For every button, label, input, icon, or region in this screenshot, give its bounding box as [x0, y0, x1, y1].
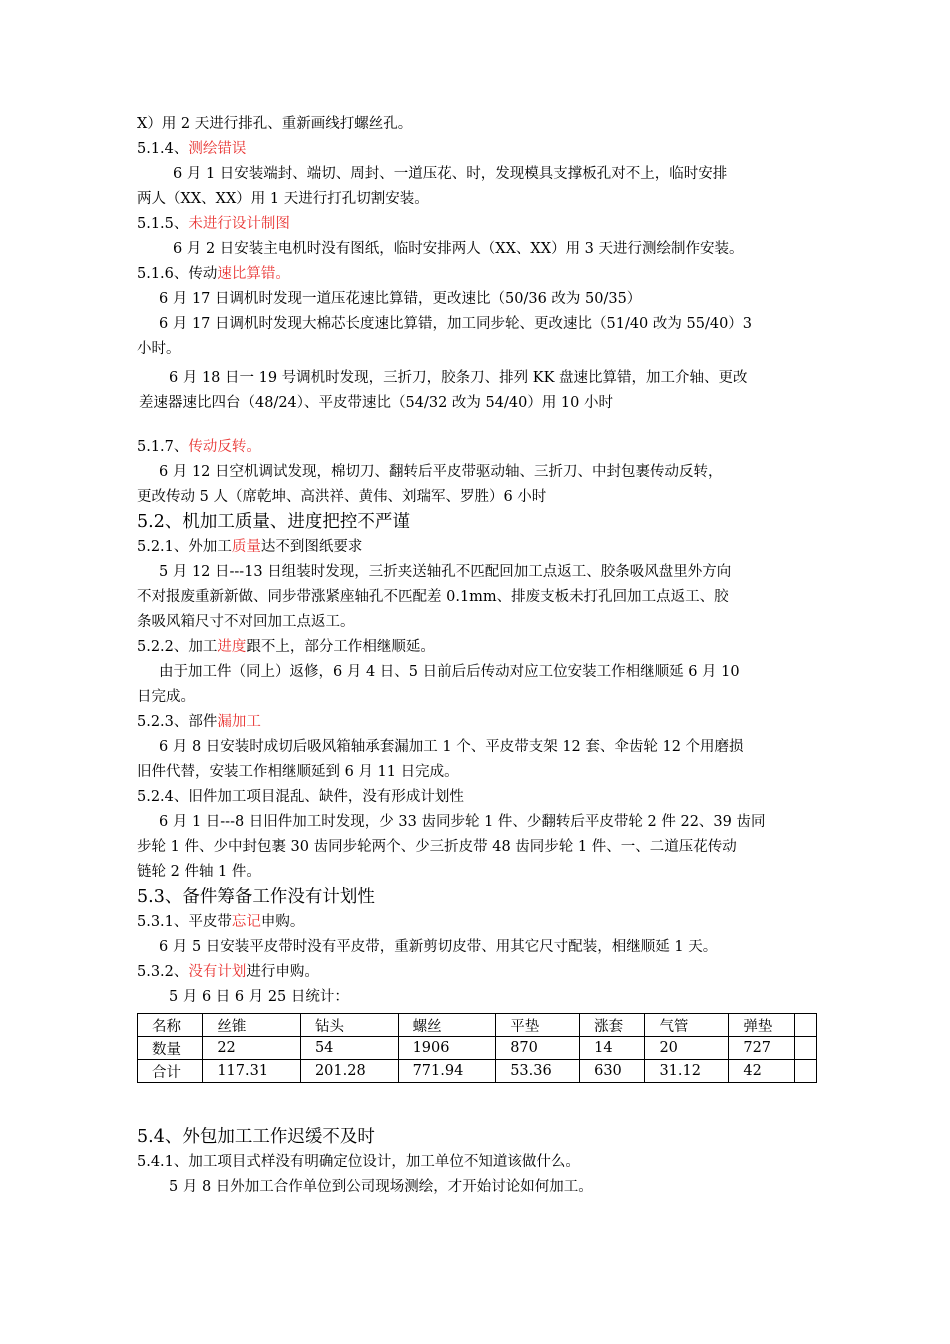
paragraph: 差速器速比四台（48/24）、平皮带速比（54/32 改为 54/40）用 10 小时	[139, 395, 613, 411]
table-cell: 20	[645, 1037, 729, 1060]
table-cell: 名称	[138, 1014, 203, 1037]
section-number: 5.2.1、外加工	[137, 539, 232, 555]
paragraph: 6 月 17 日调机时发现一道压花速比算错，更改速比（50/36 改为 50/35）	[159, 291, 642, 307]
paragraph: 6 月 8 日安装时成切后吸风箱轴承套漏加工 1 个、平皮带支架 12 套、伞齿轮 12 个用磨损	[159, 739, 744, 755]
highlighted-title: 进度	[217, 639, 247, 655]
paragraph: 6 月 2 日安装主电机时没有图纸，临时安排两人（XX、XX）用 3 天进行测绘制作安装。	[173, 241, 744, 257]
parts-statistics-table	[137, 1013, 817, 1083]
paragraph: 6 月 5 日安装平皮带时没有平皮带，重新剪切皮带、用其它尺寸配装，相继顺延 1 天。	[159, 939, 718, 955]
section-heading-5-2-4: 5.2.4、旧件加工项目混乱、缺件，没有形成计划性	[137, 789, 464, 805]
paragraph: 条吸风箱尺寸不对回加工点返工。	[137, 614, 355, 630]
heading-5-3: 5.3、备件筹备工作没有计划性	[137, 887, 375, 907]
table-cell	[794, 1060, 816, 1083]
section-number: 5.2.2、加工	[137, 639, 218, 655]
table-cell: 117.31	[203, 1060, 301, 1083]
highlighted-title: 漏加工	[217, 714, 261, 730]
paragraph: 5 月 12 日---13 日组装时发现，三折夹送轴孔不匹配回加工点返工、胶条吸风盘里外方向	[159, 564, 732, 580]
table-cell: 螺丝	[398, 1014, 496, 1037]
paragraph: 由于加工件（同上）返修，6 月 4 日、5 日前后后传动对应工位安装工作相继顺延 6 月 10	[159, 664, 740, 680]
section-heading-5-4-1: 5.4.1、加工项目式样没有明确定位设计，加工单位不知道该做什么。	[137, 1154, 580, 1170]
table-cell: 54	[300, 1037, 398, 1060]
section-heading-5-2-1	[137, 535, 827, 560]
section-heading-5-1-6	[137, 262, 827, 287]
highlighted-title: 质量	[231, 539, 261, 555]
table-cell: 630	[580, 1060, 645, 1083]
table-cell: 丝锥	[203, 1014, 301, 1037]
heading-5-4: 5.4、外包加工工作迟缓不及时	[137, 1127, 375, 1147]
table-cell: 22	[203, 1037, 301, 1060]
paragraph: 5 月 6 日 6 月 25 日统计：	[169, 989, 349, 1005]
table-cell: 201.28	[300, 1060, 398, 1083]
section-heading-5-1-7	[137, 435, 827, 460]
table-cell: 14	[580, 1037, 645, 1060]
paragraph: 日完成。	[137, 689, 195, 705]
table-cell: 53.36	[496, 1060, 580, 1083]
table-cell: 弹垫	[729, 1014, 794, 1037]
section-heading-5-2-2	[137, 635, 827, 660]
paragraph: 5 月 8 日外加工合作单位到公司现场测绘，才开始讨论如何加工。	[169, 1179, 593, 1195]
table-row	[138, 1037, 817, 1060]
section-number: 5.1.7、	[137, 439, 189, 455]
title-rest: 申购。	[260, 914, 305, 930]
highlighted-title: 忘记	[231, 914, 261, 930]
paragraph: 旧件代替，安装工作相继顺延到 6 月 11 日完成。	[137, 764, 459, 780]
table-cell: 31.12	[645, 1060, 729, 1083]
document-page	[137, 112, 827, 1200]
paragraph: 两人（XX、XX）用 1 天进行打孔切割安装。	[137, 191, 429, 207]
table-cell: 平垫	[496, 1014, 580, 1037]
highlighted-title: 未进行设计制图	[188, 216, 290, 232]
heading-5-2: 5.2、机加工质量、进度把控不严谨	[137, 512, 410, 532]
section-number: 5.3.2、	[137, 964, 189, 980]
table-cell: 涨套	[580, 1014, 645, 1037]
table-cell: 合计	[138, 1060, 203, 1083]
highlighted-title: 没有计划	[188, 964, 247, 980]
table-cell: 钻头	[300, 1014, 398, 1037]
table-cell: 870	[496, 1037, 580, 1060]
section-number: 5.1.5、	[137, 216, 189, 232]
table-cell: 42	[729, 1060, 794, 1083]
section-heading-5-1-5	[137, 212, 827, 237]
table-cell: 气管	[645, 1014, 729, 1037]
paragraph: 6 月 17 日调机时发现大棉芯长度速比算错，加工同步轮、更改速比（51/40 改为 55/40）3	[159, 316, 753, 332]
paragraph: 小时。	[137, 341, 181, 357]
highlighted-title: 速比算错。	[217, 266, 290, 282]
table-row	[138, 1014, 817, 1037]
table-cell: 771.94	[398, 1060, 496, 1083]
section-number: 5.1.6、传动	[137, 266, 218, 282]
paragraph: 步轮 1 件、少中封包裹 30 齿同步轮两个、少三折皮带 48 齿同步轮 1 件、一、二道压花传动	[137, 839, 737, 855]
title-rest: 跟不上，部分工作相继顺延。	[246, 639, 435, 655]
highlighted-title: 传动反转。	[188, 439, 261, 455]
section-heading-5-3-2	[137, 960, 827, 985]
table-cell: 1906	[398, 1037, 496, 1060]
section-number: 5.3.1、平皮带	[137, 914, 232, 930]
paragraph: X）用 2 天进行排孔、重新画线打螺丝孔。	[137, 116, 413, 132]
section-heading-5-3-1	[137, 910, 827, 935]
paragraph: 更改传动 5 人（席乾坤、高洪祥、黄伟、刘瑞军、罗胜）6 小时	[137, 489, 547, 505]
paragraph: 6 月 18 日一 19 号调机时发现，三折刀，胶条刀、排列 KK 盘速比算错，加工介轴、更改	[169, 370, 748, 386]
section-heading-5-2-3	[137, 710, 827, 735]
paragraph: 链轮 2 件轴 1 件。	[137, 864, 261, 880]
paragraph: 6 月 12 日空机调试发现，棉切刀、翻转后平皮带驱动轴、三折刀、中封包裹传动反转，	[159, 464, 723, 480]
spacer	[137, 416, 827, 435]
title-rest: 达不到图纸要求	[260, 539, 363, 555]
title-rest: 进行申购。	[246, 964, 319, 980]
table-cell	[794, 1037, 816, 1060]
paragraph: 6 月 1 日---8 日旧件加工时发现，少 33 齿同步轮 1 件、少翻转后平皮带轮 2 件 22、39 齿同	[159, 814, 766, 830]
section-number: 5.2.3、部件	[137, 714, 218, 730]
paragraph: 6 月 1 日安装端封、端切、周封、一道压花、时，发现模具支撑板孔对不上，临时安排	[173, 166, 728, 182]
table-cell: 727	[729, 1037, 794, 1060]
table-cell: 数量	[138, 1037, 203, 1060]
table-cell	[794, 1014, 816, 1037]
spacer	[137, 1083, 827, 1125]
highlighted-title: 测绘错误	[188, 141, 247, 157]
section-heading-5-1-4	[137, 137, 827, 162]
section-number: 5.1.4、	[137, 141, 189, 157]
table-row	[138, 1060, 817, 1083]
paragraph: 不对报废重新新做、同步带涨紧座轴孔不匹配差 0.1mm、排废支板未打孔回加工点返工、胶	[137, 589, 729, 605]
